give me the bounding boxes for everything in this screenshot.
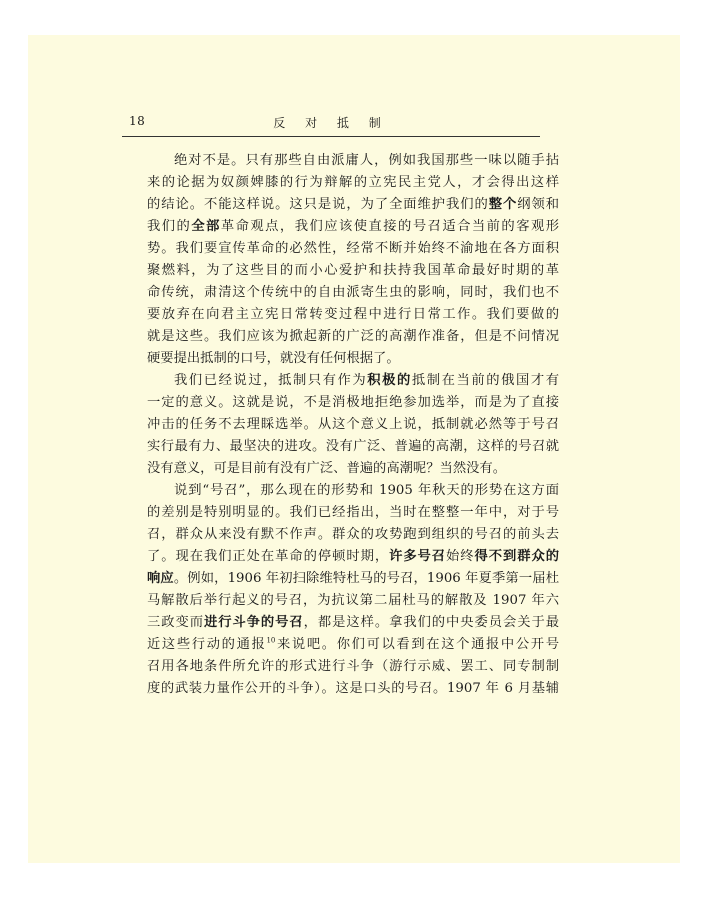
text-span: 抵制在当前的俄国才有 <box>411 373 559 388</box>
text-line <box>147 502 559 524</box>
text-span: 来的论据为奴颜婢膝的行为辩解的立宪民主党人，才会得出这样 <box>147 175 559 190</box>
text-line <box>147 568 559 590</box>
text-span: 近这些行动的通报 <box>147 637 267 652</box>
text-line <box>147 304 559 326</box>
bold-text: 整个 <box>488 197 518 212</box>
text-span: 就是这些。我们应该为掀起新的广泛的高潮作准备，但是不问情况 <box>147 329 559 344</box>
text-span: 召用各地条件所允许的形式进行斗争（游行示威、罢工、同专制制 <box>147 659 559 674</box>
text-line <box>147 678 559 700</box>
body-text <box>147 150 559 700</box>
bold-text: 响应 <box>147 571 174 586</box>
text-line <box>147 480 559 502</box>
text-span: 召，群众从来没有默不作声。群众的攻势跑到组织的号召的前头去 <box>147 527 559 542</box>
text-span: 没有意义，可是目前有没有广泛、普遍的高潮呢？当然没有。 <box>147 461 507 476</box>
text-span: 。例如，1906 年初扫除维特杜马的号召，1906 年夏季第一届杜 <box>173 571 559 586</box>
text-span: 实行最有力、最坚决的进攻。没有广泛、普遍的高潮，这样的号召就 <box>147 439 559 454</box>
text-span: 命传统，肃清这个传统中的自由派寄生虫的影响，同时，我们也不 <box>147 285 559 300</box>
text-line <box>147 524 559 546</box>
text-line <box>147 612 559 634</box>
text-line <box>147 370 559 392</box>
text-span: 马解散后举行起义的号召，为抗议第二届杜马的解散及 1907 年六 <box>147 593 559 608</box>
text-line <box>147 348 559 370</box>
text-span: 我们已经说过，抵制只有作为 <box>174 373 368 388</box>
text-span: ，都是这样。拿我们的中央委员会关于最 <box>303 615 559 630</box>
text-line <box>147 194 559 216</box>
text-span: 纲领和 <box>517 197 559 212</box>
text-span: 绝对不是。只有那些自由派庸人，例如我国那些一味以随手拈 <box>174 153 559 168</box>
text-span: 了。现在我们正处在革命的停顿时期， <box>147 549 390 564</box>
text-span: 一定的意义。这就是说，不是消极地拒绝参加选举，而是为了直接 <box>147 395 559 410</box>
text-line <box>147 150 559 172</box>
text-span: 聚燃料，为了这些目的而小心爱护和扶持我国革命最好时期的革 <box>147 263 559 278</box>
bold-text: 全部 <box>191 219 221 234</box>
text-line <box>147 238 559 260</box>
text-line <box>147 260 559 282</box>
text-span: 来说吧。你们可以看到在这个通报中公开号 <box>275 637 559 652</box>
footnote-marker: 10 <box>266 636 276 645</box>
text-span: 我们的 <box>147 219 192 234</box>
page-header <box>122 112 540 137</box>
text-span: 的差别是特别明显的。我们已经指出，当时在整整一年中，对于号 <box>147 505 559 520</box>
bold-text: 进行斗争的号召 <box>203 615 304 630</box>
text-line <box>147 656 559 678</box>
text-span: 硬要提出抵制的口号，就没有任何根据了。 <box>147 351 400 366</box>
text-line <box>147 546 559 568</box>
bold-text: 积极的 <box>367 373 412 388</box>
text-span: 度的武装力量作公开的斗争）。这是口头的号召。1907 年 6 月基辅 <box>147 681 559 696</box>
text-line <box>147 172 559 194</box>
text-line <box>147 436 559 458</box>
text-span: 革命观点，我们应该使直接的号召适合当前的客观形 <box>220 219 559 234</box>
page-number: 18 <box>129 114 146 128</box>
text-line <box>147 326 559 348</box>
text-line <box>147 414 559 436</box>
text-span: 说到“号召”，那么现在的形势和 1905 年秋天的形势在这方面 <box>174 483 559 498</box>
running-title: 反 对 抵 制 <box>273 116 389 130</box>
text-span: 始终 <box>446 549 475 564</box>
bold-text: 许多号召 <box>389 549 447 564</box>
text-span: 三政变而 <box>147 615 204 630</box>
text-span: 的结论。不能这样说。这只是说，为了全面维护我们的 <box>147 197 489 212</box>
text-span: 冲击的任务不去理睬选举。从这个意义上说，抵制就必然等于号召 <box>147 417 559 432</box>
text-line <box>147 282 559 304</box>
text-line <box>147 634 559 656</box>
text-line <box>147 392 559 414</box>
text-span: 势。我们要宣传革命的必然性，经常不断并始终不渝地在各方面积 <box>147 241 559 256</box>
text-line <box>147 216 559 238</box>
text-line <box>147 458 559 480</box>
text-line <box>147 590 559 612</box>
bold-text: 得不到群众的 <box>474 549 559 564</box>
text-span: 要放弃在向君主立宪日常转变过程中进行日常工作。我们要做的 <box>147 307 559 322</box>
